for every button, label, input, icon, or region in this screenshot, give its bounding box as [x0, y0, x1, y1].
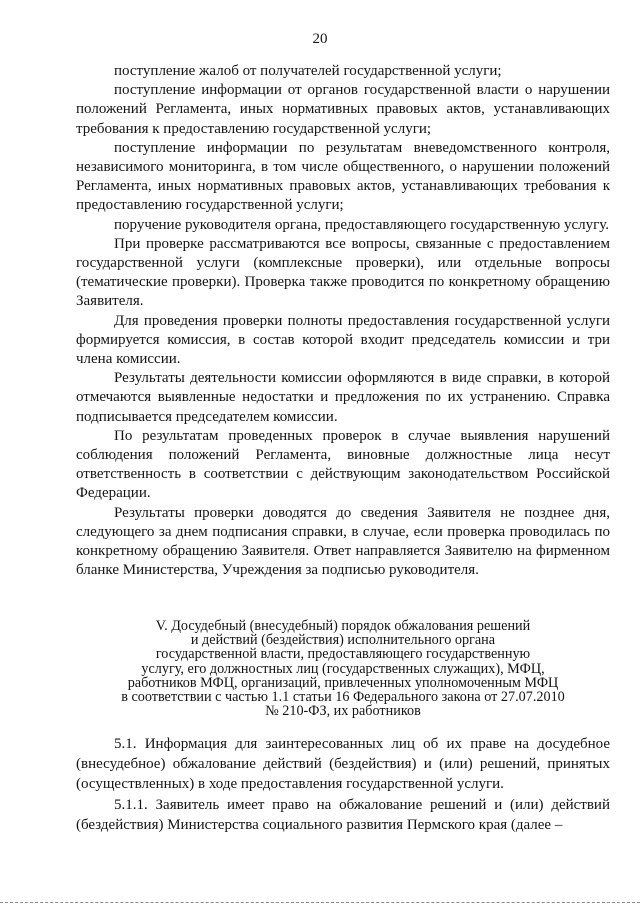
- heading-line: и действий (бездействия) исполнительного органа: [190, 632, 496, 649]
- paragraph: При проверке рассматриваются все вопросы, связанные с предоставлением государственной услуги (комплексные проверки), или отдельные вопросы (тематические проверки). Проверка также проводится по конкретному обращению Заявителя.: [76, 235, 610, 310]
- paragraph: По результатам проведенных проверок в случае выявления нарушений соблюдения положений Регламента, виновные должностные лица несут ответственность в соответствии с действующим законодательством Российской Федерации.: [76, 427, 610, 502]
- heading-line: V. Досудебный (внесудебный) порядок обжалования решений: [155, 618, 531, 634]
- paragraph: поступление жалоб от получателей государственной услуги;: [114, 63, 502, 79]
- paragraph: Результаты проверки доводятся до сведения Заявителя не позднее дня, следующего за днем подписания справки, в случае, если проверка проводилась по конкретному обращению Заявителя. Ответ направляется Заявителю на фирменном бланке Министерства, Учреждения за подписью руководителя.: [76, 504, 610, 579]
- heading-line: государственной власти, предоставляющего государственную: [155, 646, 531, 663]
- paragraph: 5.1. Информация для заинтересованных лиц об их праве на досудебное (внесудебное) обжалование действий (бездействия) и (или) решений, принятых (осуществленных) в ходе предоставления государственной услуги.: [76, 736, 610, 793]
- paragraph: 5.1.1. Заявитель имеет право на обжалование решений и (или) действий (бездействия) Министерства социального развития Пермского края (далее –: [76, 797, 610, 834]
- heading-line: в соответствии с частью 1.1 статьи 16 Федерального закона от 27.07.2010: [121, 689, 565, 706]
- paragraph: поступление информации по результатам вневедомственного контроля, независимого мониторинга, в том числе общественного, о нарушении положений Регламента, иных нормативных правовых актов, устанавливающих требования к предоставлению государственной услуги;: [76, 139, 610, 214]
- heading-line: услугу, его должностных лиц (государственных служащих), МФЦ,: [141, 660, 545, 677]
- body-text: [76, 62, 610, 580]
- paragraph: поступление информации от органов государственной власти о нарушении положений Регламента, иных нормативных правовых актов, устанавливающих требования к предоставлению государственной услуги;: [76, 82, 610, 137]
- scan-edge-line: [0, 902, 640, 903]
- heading-line: работников МФЦ, организаций, привлеченных уполномоченным МФЦ: [127, 674, 559, 691]
- paragraph: Для проведения проверки полноты предоставления государственной услуги формируется комиссия, в состав которой входит председатель комиссии и три члена комиссии.: [76, 312, 610, 368]
- section-heading: [76, 619, 610, 718]
- page-number: 20: [312, 31, 328, 47]
- paragraph: Результаты деятельности комиссии оформляются в виде справки, в которой отмечаются выявленные недостатки и предложения по их устранению. Справка подписывается председателем комиссии.: [76, 370, 610, 425]
- heading-line: № 210-ФЗ, их работников: [265, 703, 421, 720]
- section-body: [76, 734, 610, 836]
- paragraph: поручение руководителя органа, предоставляющего государственную услугу.: [114, 216, 610, 233]
